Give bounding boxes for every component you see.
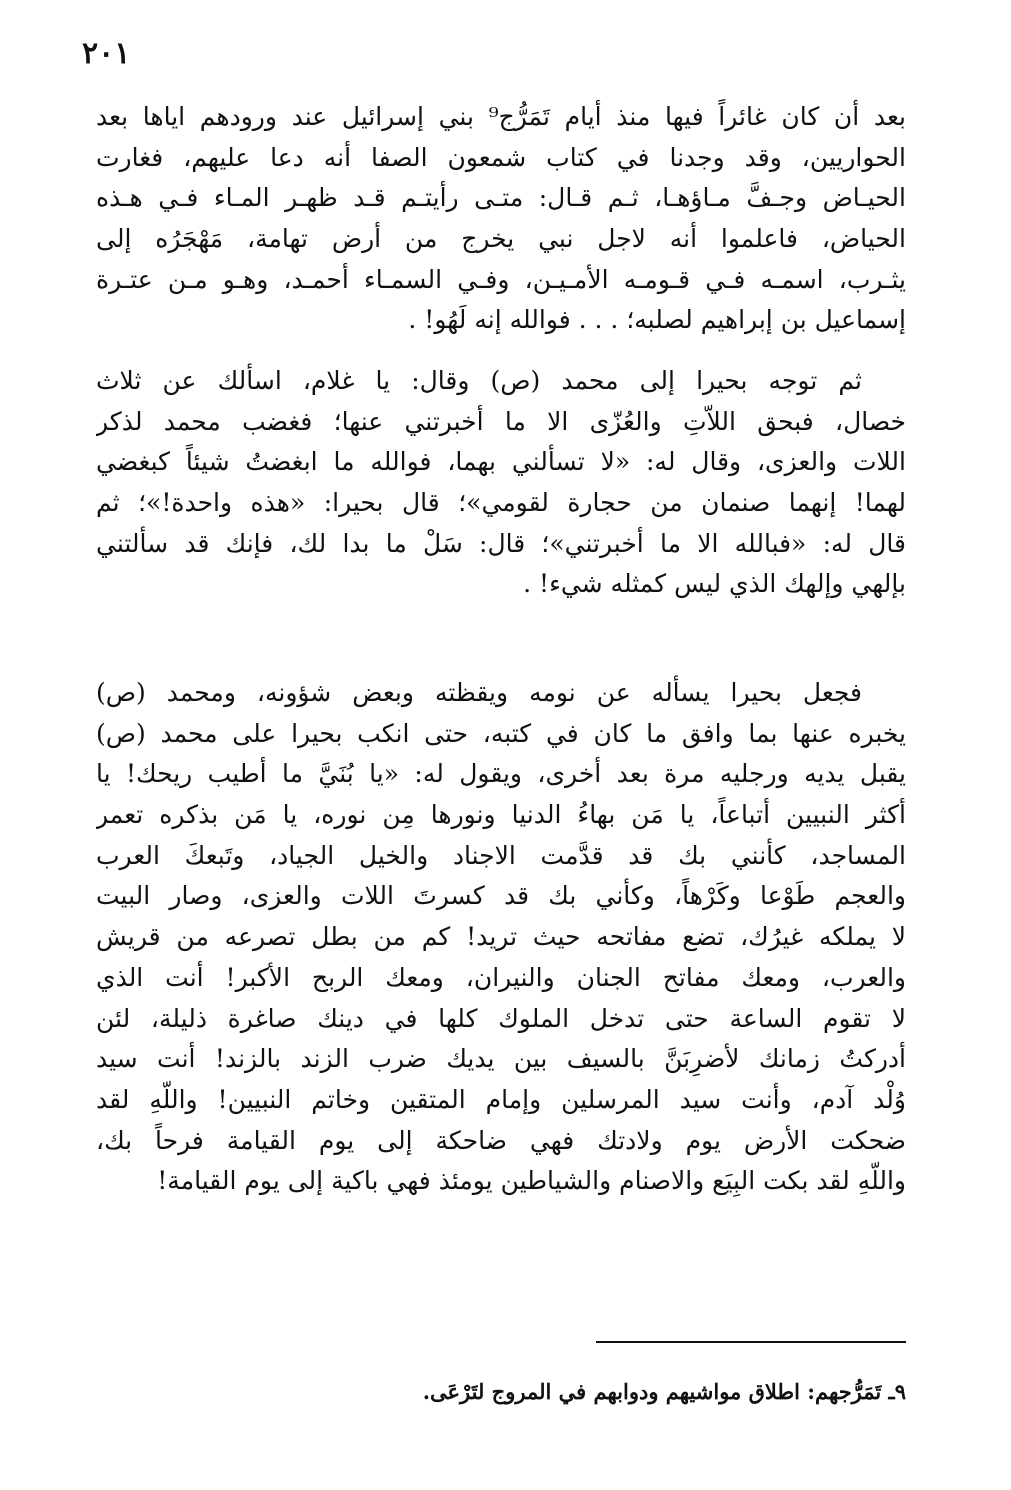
text-line: قال له: «فبالله الا ما أخبرتني»؛ قال: سَلْ ما بدا لك، فإنك قد سألتني [96, 528, 906, 558]
text-line: بعد أن كان غائراً فيها منذ أيام تَمَرُّج⁹ بني إسرائيل عند ورودهم اياها بعد [96, 102, 906, 131]
text-line: لا يملكه غيرُك، تضع مفاتحه حيث تريد! كم من بطل تصرعه من قريش [96, 922, 906, 952]
text-line: بإلهي وإلهك الذي ليس كمثله شيء! . [523, 569, 906, 599]
text-line: أكثر النبيين أتباعاً، يا مَن بهاءُ الدنيا ونورها مِن نوره، يا مَن بذكره تعمر [96, 800, 906, 830]
paragraph-2 [96, 361, 906, 605]
text-line: الحيـاض وجـفَّ مـاؤهـا، ثـم قـال: متـى رأيتـم قـد ظهـر المـاء فـي هـذه [96, 183, 906, 213]
text-line: ثم توجه بحيرا إلى محمد (ص) وقال: يا غلام، اسألك عن ثلاث [96, 366, 862, 395]
text-line: يخبره عنها بما وافق ما كان في كتبه، حتى انكب بحيرا على محمد (ص) [96, 718, 906, 748]
text-line: لا تقوم الساعة حتى تدخل الملوك كلها في دينك صاغرة ذليلة، لئن [96, 1003, 906, 1033]
footnote: ٩ـ تَمَرُّجهم: اطلاق مواشيهم ودوابهم في المروج لتَرْعَى. [422, 1379, 906, 1404]
paragraph-3 [96, 673, 906, 1202]
text-line: خصال، فبحق اللاّتِ والعُزّى الا ما أخبرتني عنها؛ فغضب محمد لذكر [96, 406, 906, 436]
text-line: الحياض، فاعلموا أنه لاجل نبي يخرج من أرض تهامة، مَهْجَرُه إلى [96, 224, 906, 254]
text-line: يقبل يديه ورجليه مرة بعد أخرى، ويقول له: «يا بُنَيَّ ما أطيب ريحك! يا [96, 759, 906, 789]
text-line: اللات والعزى، وقال له: «لا تسألني بهما، فوالله ما ابغضتُ شيئاً كبغضي [96, 447, 906, 477]
text-line: إسماعيل بن إبراهيم لصلبه؛ . . . فوالله إنه لَهُو! . [408, 305, 906, 335]
text-line: لهما! إنهما صنمان من حجارة لقومي»؛ قال بحيرا: «هذه واحدة!»؛ ثم [96, 488, 906, 518]
text-line: واللّهِ لقد بكت البِيَع والاصنام والشياطين يومئذ فهي باكية إلى يوم القيامة! [157, 1166, 906, 1196]
text-line: والعرب، ومعك مفاتح الجنان والنيران، ومعك الربح الأكبر! أنت الذي [96, 962, 906, 992]
text-line: والعجم طَوْعا وكَرْهاً، وكأني بك قد كسرتَ اللات والعزى، وصار البيت [96, 881, 906, 911]
text-line: المساجد، كأنني بك قد قدَّمت الاجناد والخيل الجياد، وتَبعكَ العرب [96, 840, 906, 870]
text-line: فجعل بحيرا يسأله عن نومه ويقظته وبعض شؤونه، ومحمد (ص) [96, 678, 862, 707]
paragraph-1 [96, 97, 906, 341]
text-line: وُلْد آدم، وأنت سيد المرسلين وإمام المتقين وخاتم النبيين! واللّهِ لقد [96, 1084, 906, 1114]
page-number: ٢٠١ [82, 36, 131, 71]
text-line: الحواريين، وقد وجدنا في كتاب شمعون الصفا أنه دعا عليهم، فغارت [96, 142, 906, 172]
footnote-divider [596, 1341, 906, 1343]
text-line: ضحكت الأرض يوم ولادتك فهي ضاحكة إلى يوم القيامة فرحاً بك، [96, 1125, 906, 1155]
text-line: يثـرب، اسمـه فـي قـومـه الأمـيـن، وفـي السمـاء أحمـد، وهـو مـن عتـرة [96, 264, 906, 294]
text-line: أدركتُ زمانك لأضرِبَنَّ بالسيف بين يديك ضرب الزند بالزند! أنت سيد [96, 1044, 906, 1074]
